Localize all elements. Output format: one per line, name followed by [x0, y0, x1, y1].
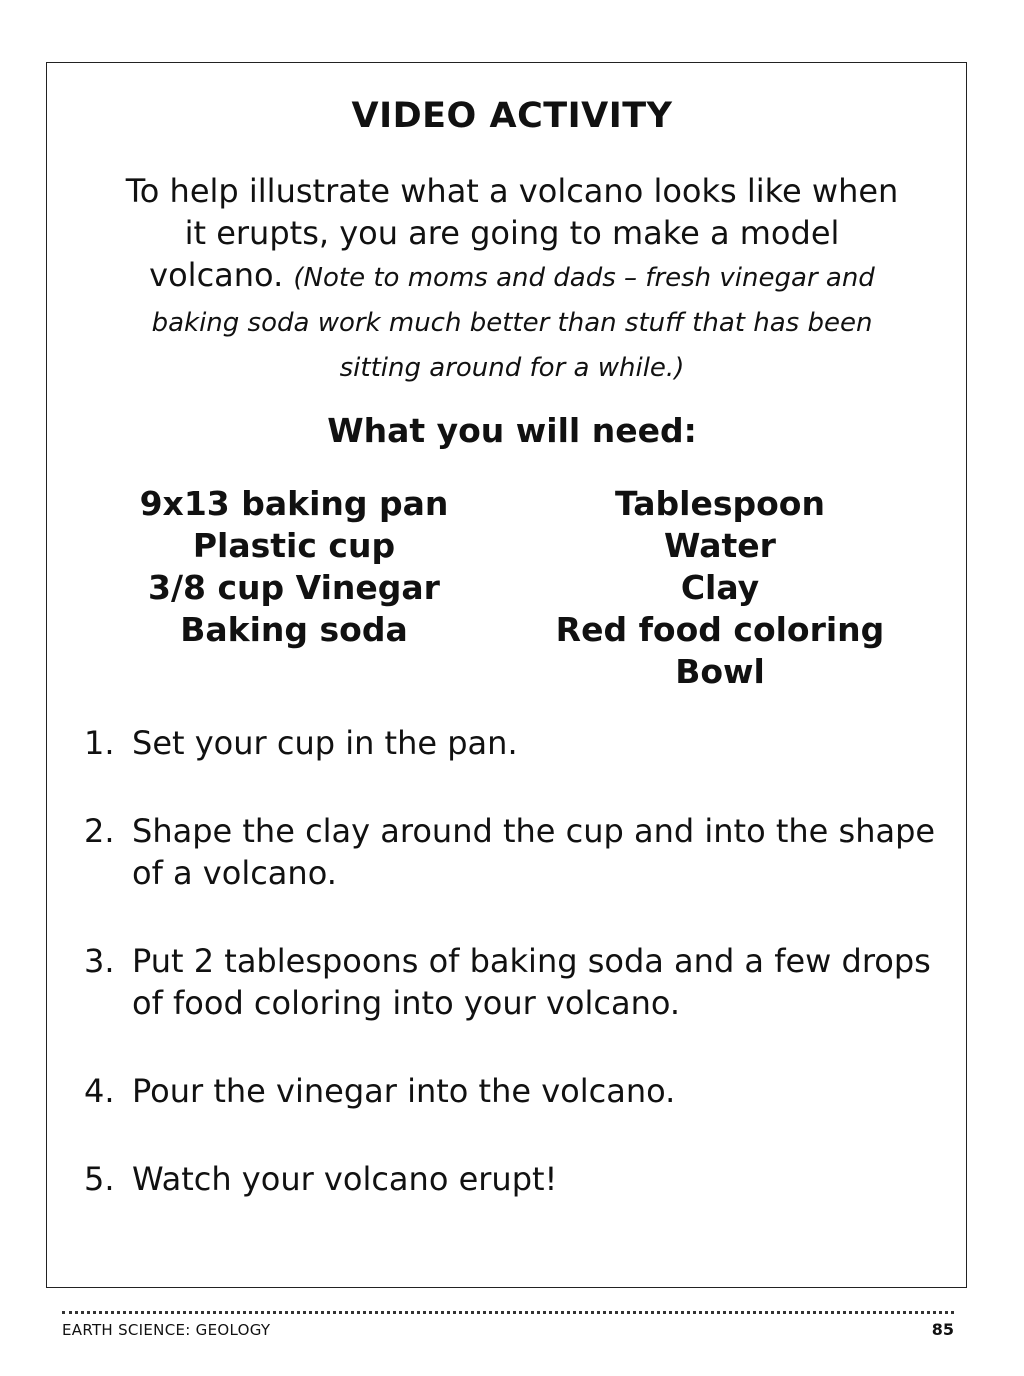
- parent-note: (Note to moms and dads – fresh vinegar and baking soda work much better than stuff that has been sitting around for a while.): [151, 263, 875, 383]
- step-number: 4.: [84, 1072, 115, 1110]
- step-text: Put 2 tablespoons of baking soda and a few drops of food coloring into your volcano.: [132, 942, 931, 1022]
- materials-heading: What you will need:: [327, 411, 697, 450]
- material-item: 3/8 cup Vinegar: [148, 568, 440, 607]
- step-item: [84, 940, 944, 1024]
- step-text: Shape the clay around the cup and into the shape of a volcano.: [132, 812, 936, 892]
- steps-list: [84, 722, 944, 1246]
- material-item: Bowl: [675, 652, 765, 691]
- footer-section-label: EARTH SCIENCE: GEOLOGY: [62, 1321, 271, 1339]
- step-text: Set your cup in the pan.: [132, 724, 518, 762]
- step-text: Pour the vinegar into the volcano.: [132, 1072, 676, 1110]
- intro-paragraph: [120, 170, 904, 389]
- intro-text: To help illustrate what a volcano looks like when it erupts, you are going to make a model volcano.: [125, 172, 899, 294]
- materials-list-left: [104, 483, 484, 651]
- page-number: 85: [931, 1320, 954, 1339]
- step-number: 5.: [84, 1160, 115, 1198]
- step-item: [84, 722, 944, 764]
- step-text: Watch your volcano erupt!: [132, 1160, 558, 1198]
- material-item: Clay: [680, 568, 760, 607]
- material-item: Water: [664, 526, 776, 565]
- material-item: Red food coloring: [555, 610, 885, 649]
- step-item: [84, 1158, 944, 1200]
- step-number: 3.: [84, 942, 115, 980]
- material-item: Baking soda: [180, 610, 408, 649]
- material-item: 9x13 baking pan: [139, 484, 449, 523]
- footer-divider: [62, 1311, 954, 1314]
- material-item: Tablespoon: [615, 484, 825, 523]
- step-number: 2.: [84, 812, 115, 850]
- page-title: VIDEO ACTIVITY: [351, 96, 673, 136]
- step-item: [84, 1070, 944, 1112]
- step-number: 1.: [84, 724, 115, 762]
- materials-list-right: [520, 483, 920, 693]
- material-item: Plastic cup: [192, 526, 396, 565]
- step-item: [84, 810, 944, 894]
